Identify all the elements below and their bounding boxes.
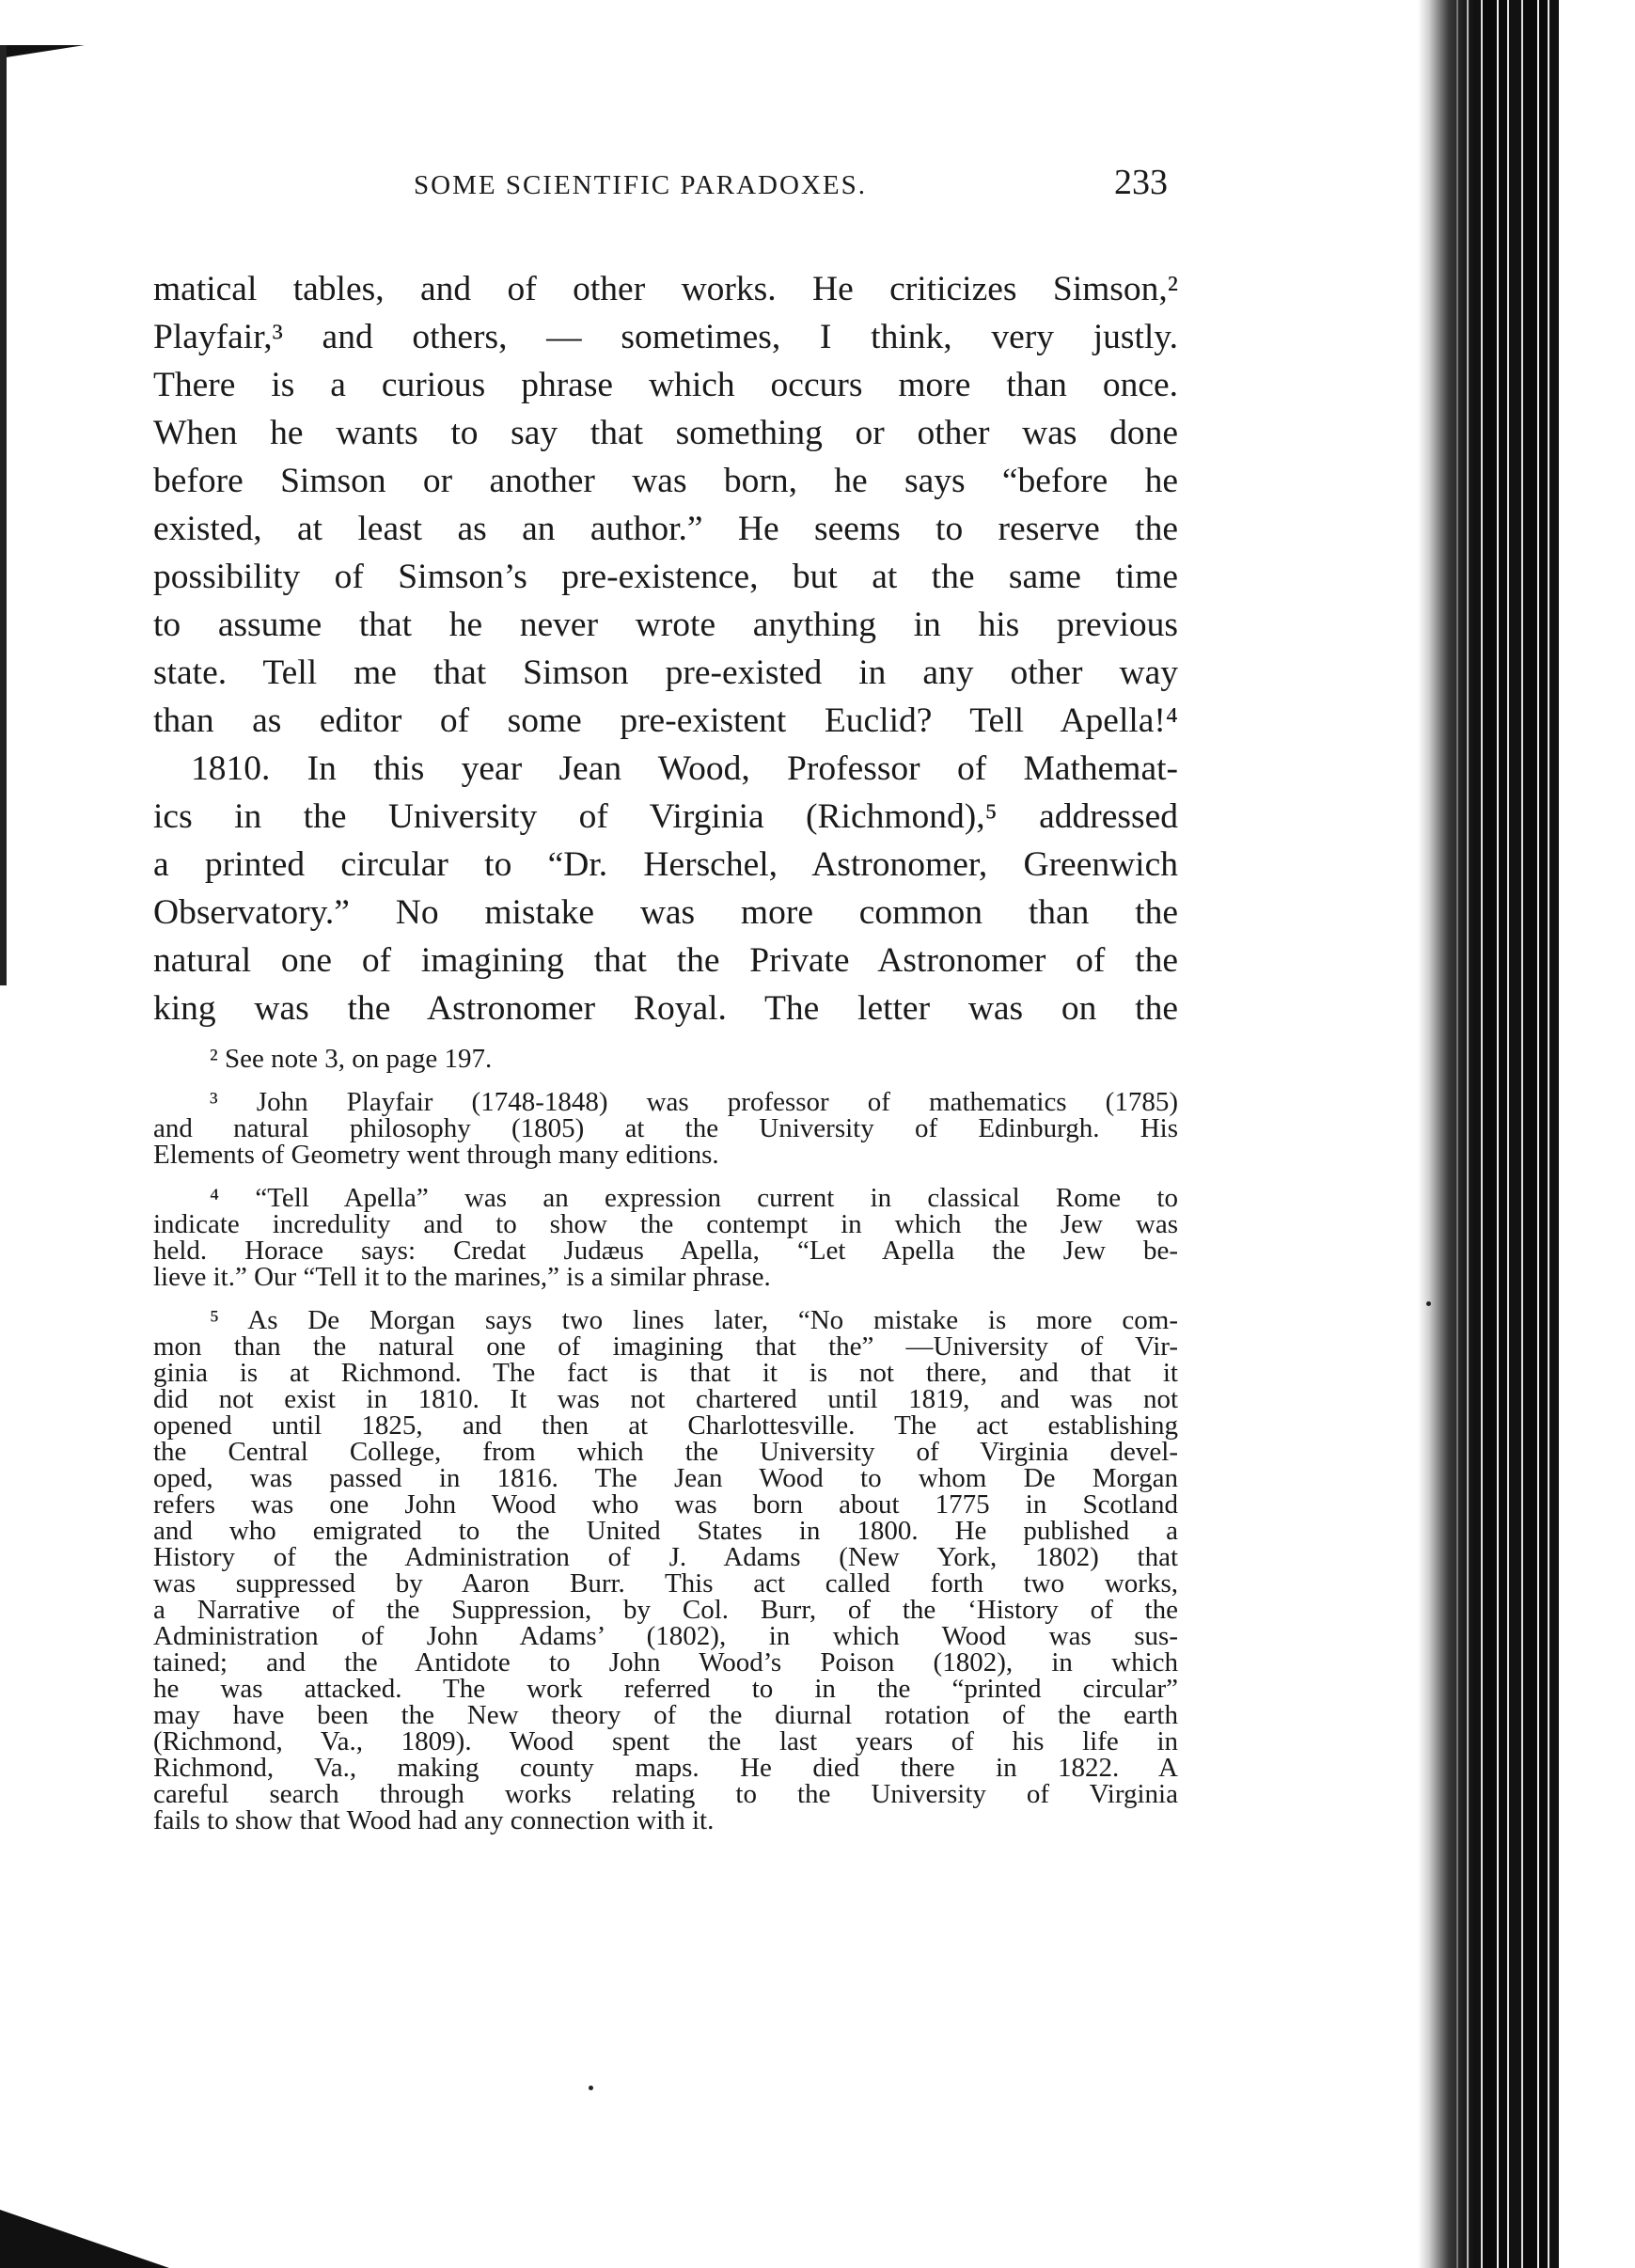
- footnote-3: [153, 1089, 1178, 1168]
- footnote-line: may have been the New theory of the diurnal rotation of the earth: [153, 1700, 1178, 1730]
- body-line: There is a curious phrase which occurs more than once.: [153, 366, 1178, 404]
- body-line: to assume that he never wrote anything in his previous: [153, 606, 1178, 644]
- running-head: SOME SCIENTIFIC PARADOXES.: [414, 170, 867, 200]
- footnote-line: held. Horace says: Credat Judæus Apella, “Let Apella the Jew be-: [153, 1236, 1178, 1266]
- body-line: matical tables, and of other works. He criticizes Simson,²: [153, 270, 1178, 308]
- footnote-line: Administration of John Adams’ (1802), in which Wood was sus-: [153, 1621, 1178, 1651]
- body-text: [153, 265, 1178, 1032]
- body-line: Observatory.” No mistake was more common than the: [153, 893, 1178, 932]
- body-line: Playfair,³ and others, — sometimes, I think, very justly.: [153, 318, 1178, 356]
- footnote-4: [153, 1185, 1178, 1290]
- footnote-line: was suppressed by Aaron Burr. This act called forth two works,: [153, 1568, 1178, 1599]
- footnote-line: ³ John Playfair (1748-1848) was professor of mathematics (1785): [210, 1087, 1178, 1117]
- body-line: natural one of imagining that the Private Astronomer of the: [153, 941, 1178, 980]
- footnote-line: lieve it.” Our “Tell it to the marines,” is a similar phrase.: [153, 1262, 771, 1292]
- footnote-line: fails to show that Wood had any connection with it.: [153, 1805, 715, 1835]
- body-line: before Simson or another was born, he says “before he: [153, 462, 1178, 500]
- footnote-line: ² See note 3, on page 197.: [210, 1044, 493, 1074]
- footnote-line: opened until 1825, and then at Charlottesville. The act establishing: [153, 1410, 1178, 1441]
- page-number: 233: [1114, 163, 1168, 202]
- footnote-5: [153, 1307, 1178, 1834]
- body-line: existed, at least as an author.” He seems to reserve the: [153, 510, 1178, 548]
- footnote-line: and natural philosophy (1805) at the University of Edinburgh. His: [153, 1113, 1178, 1143]
- footnote-line: the Central College, from which the University of Virginia devel-: [153, 1437, 1178, 1467]
- footnote-line: refers was one John Wood who was born about 1775 in Scotland: [153, 1489, 1178, 1520]
- footnote-line: ginia is at Richmond. The fact is that it is not there, and that it: [153, 1358, 1178, 1388]
- footnote-line: Richmond, Va., making county maps. He died there in 1822. A: [153, 1753, 1178, 1783]
- footnote-line: a Narrative of the Suppression, by Col. Burr, of the ‘History of the: [153, 1595, 1178, 1625]
- body-line: 1810. In this year Jean Wood, Professor of Mathemat-: [191, 749, 1178, 788]
- body-line: When he wants to say that something or other was done: [153, 414, 1178, 452]
- body-line: possibility of Simson’s pre-existence, but at the same time: [153, 558, 1178, 596]
- scan-corner-mark-bottom: [0, 2210, 169, 2268]
- body-line: than as editor of some pre-existent Euclid? Tell Apella!⁴: [153, 701, 1178, 740]
- footnote-line: tained; and the Antidote to John Wood’s Poison (1802), in which: [153, 1647, 1178, 1677]
- footnote-line: he was attacked. The work referred to in the “printed circular”: [153, 1674, 1178, 1704]
- footnote-2: [153, 1046, 1178, 1072]
- scan-speck: [1426, 1301, 1431, 1306]
- body-line: state. Tell me that Simson pre-existed in any other way: [153, 654, 1178, 692]
- body-line: king was the Astronomer Royal. The letter was on the: [153, 989, 1178, 1028]
- footnote-line: oped, was passed in 1816. The Jean Wood to whom De Morgan: [153, 1463, 1178, 1493]
- footnote-line: (Richmond, Va., 1809). Wood spent the last years of his life in: [153, 1726, 1178, 1756]
- footnote-line: ⁴ “Tell Apella” was an expression current in classical Rome to: [210, 1183, 1178, 1213]
- footnote-line: indicate incredulity and to show the contempt in which the Jew was: [153, 1209, 1178, 1239]
- footnote-line: careful search through works relating to the University of Virginia: [153, 1779, 1178, 1809]
- scan-speck: [589, 2086, 593, 2090]
- body-line: a printed circular to “Dr. Herschel, Astronomer, Greenwich: [153, 845, 1178, 884]
- footnote-line: did not exist in 1810. It was not chartered until 1819, and was not: [153, 1384, 1178, 1414]
- footnotes: [153, 1046, 1178, 1851]
- footnote-line: History of the Administration of J. Adams (New York, 1802) that: [153, 1542, 1178, 1572]
- footnote-line: ⁵ As De Morgan says two lines later, “No mistake is more com-: [210, 1305, 1178, 1335]
- scan-corner-mark-top: [0, 45, 85, 58]
- footnote-line: and who emigrated to the United States in 1800. He published a: [153, 1516, 1178, 1546]
- footnote-line: mon than the natural one of imagining that the” —University of Vir-: [153, 1331, 1178, 1362]
- book-binding-edge: [1418, 0, 1635, 2268]
- body-line: ics in the University of Virginia (Richmond),⁵ addressed: [153, 797, 1178, 836]
- footnote-line: Elements of Geometry went through many editions.: [153, 1140, 719, 1170]
